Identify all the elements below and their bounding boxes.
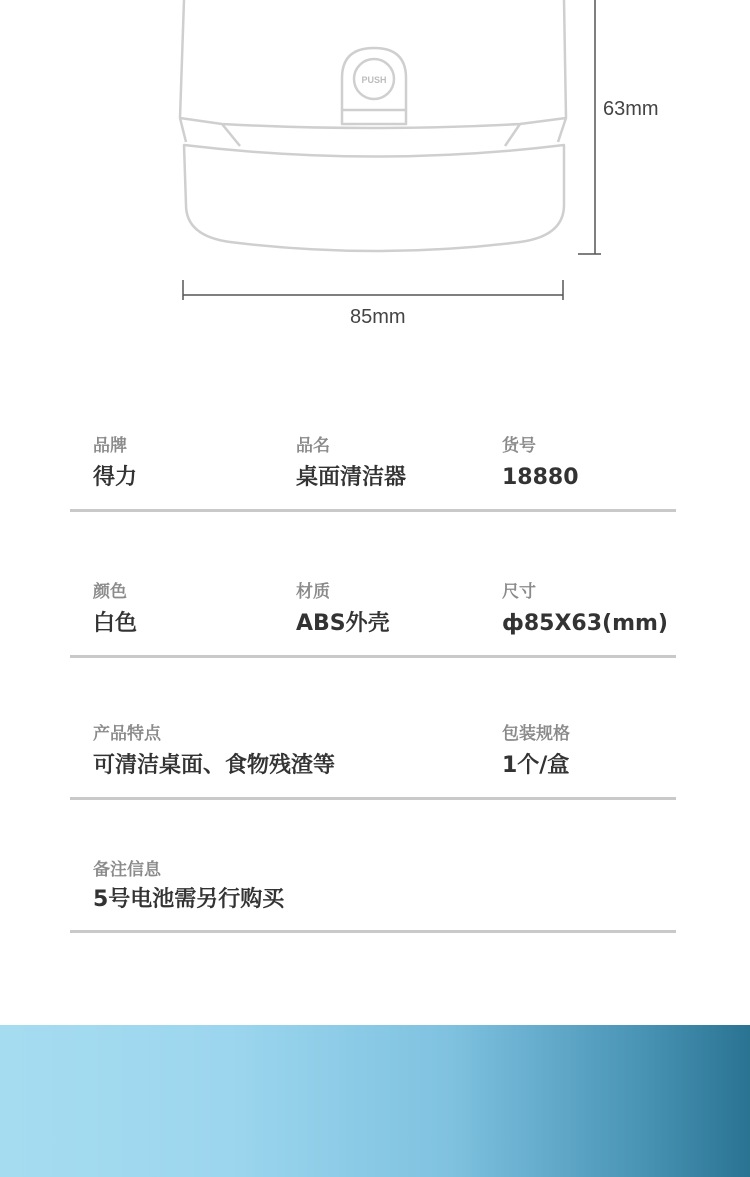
spec-value: 18880 (502, 465, 579, 490)
spec-color (93, 582, 137, 638)
spec-product-name (296, 436, 406, 492)
spec-value: 可清洁桌面、食物残渣等 (93, 753, 336, 778)
spec-value: 桌面清洁器 (296, 465, 407, 490)
spec-notes (93, 860, 284, 914)
spec-label: 颜色 (93, 582, 127, 602)
spec-value: 得力 (93, 465, 138, 490)
spec-label: 尺寸 (502, 582, 536, 602)
spec-size (502, 582, 668, 638)
gradient-banner (0, 1025, 750, 1177)
spec-value: ABS外壳 (296, 611, 390, 636)
spec-label: 品名 (296, 436, 330, 456)
spec-label: 产品特点 (93, 724, 161, 744)
push-button-label: PUSH (361, 75, 387, 85)
spec-label: 货号 (502, 436, 536, 456)
spec-value: 5号电池需另行购买 (93, 887, 285, 912)
spec-row-4 (70, 860, 676, 933)
spec-row-3 (70, 724, 676, 800)
spec-row-1 (70, 436, 676, 512)
spec-packaging (502, 724, 570, 780)
spec-value: 1个/盒 (502, 753, 570, 778)
spec-row-2 (70, 582, 676, 658)
spec-label: 材质 (296, 582, 330, 602)
spec-value: ф85X63(mm) (502, 611, 668, 636)
spec-item-number (502, 436, 579, 492)
spec-features (93, 724, 335, 780)
spec-material (296, 582, 390, 638)
spec-brand (93, 436, 137, 492)
product-dimension-drawing (0, 0, 750, 340)
spec-value: 白色 (93, 611, 138, 636)
spec-label: 备注信息 (93, 860, 161, 880)
width-dimension-label: 85mm (350, 306, 406, 328)
spec-label: 包装规格 (502, 724, 570, 744)
desk-cleaner-outline (0, 0, 750, 340)
spec-label: 品牌 (93, 436, 127, 456)
height-dimension-label: 63mm (603, 98, 659, 120)
